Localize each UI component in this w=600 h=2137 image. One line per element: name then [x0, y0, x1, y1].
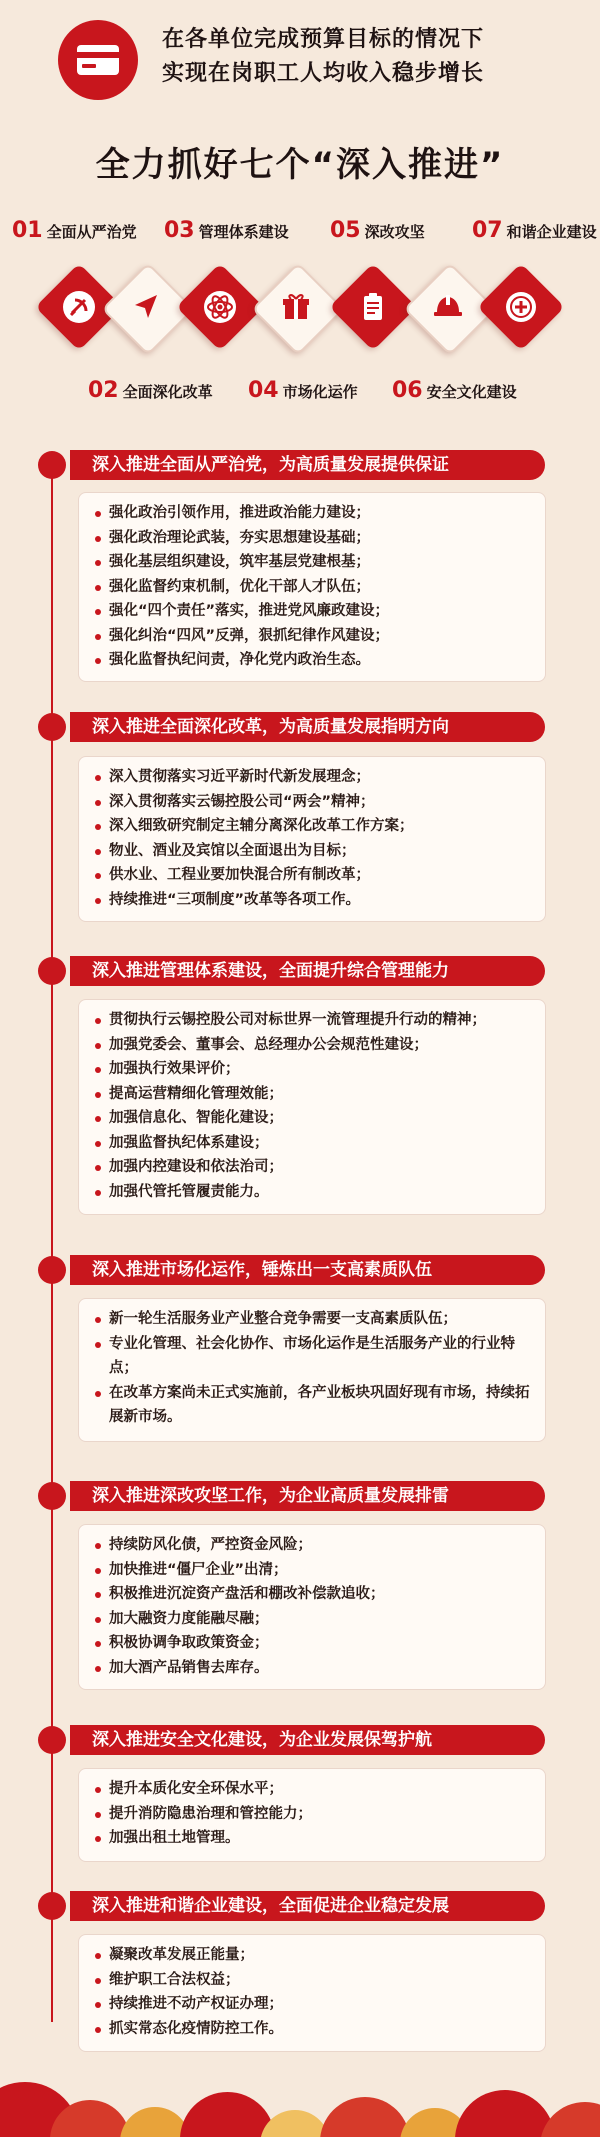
list-item: 持续推进不动产权证办理；	[95, 1992, 531, 2017]
footer-clouds	[0, 2062, 600, 2137]
card-icon	[58, 20, 138, 100]
section-marker	[38, 957, 66, 985]
list-item: 强化政治理论武装，夯实思想建设基础；	[95, 526, 531, 551]
list-item: 物业、酒业及宾馆以全面退出为目标；	[95, 839, 531, 864]
union-badge-icon	[497, 283, 545, 331]
list-item: 深入贯彻落实习近平新时代新发展理念；	[95, 765, 531, 790]
list-item: 积极协调争取政策资金；	[95, 1631, 531, 1656]
section-title: 深入推进管理体系建设，全面提升综合管理能力	[70, 956, 545, 986]
list-item: 深入贯彻落实云锡控股公司“两会”精神；	[95, 790, 531, 815]
section-box	[78, 1768, 546, 1862]
section-marker	[38, 1482, 66, 1510]
list-item: 持续防风化债，严控资金风险；	[95, 1533, 531, 1558]
list-item: 强化政治引领作用，推进政治能力建设；	[95, 501, 531, 526]
list-item: 加强出租土地管理。	[95, 1826, 531, 1851]
list-item: 提升消防隐患治理和管控能力；	[95, 1802, 531, 1827]
pillar-label-01: 01 全面从严治党	[12, 218, 137, 243]
list-item: 维护职工合法权益；	[95, 1968, 531, 1993]
list-item: 供水业、工程业要加快混合所有制改革；	[95, 863, 531, 888]
safety-helmet-icon	[424, 283, 472, 331]
navigation-arrow-icon	[122, 283, 170, 331]
list-item: 加强信息化、智能化建设；	[95, 1106, 531, 1131]
section-title: 深入推进全面从严治党，为高质量发展提供保证	[70, 450, 545, 480]
list-item: 提高运营精细化管理效能；	[95, 1082, 531, 1107]
list-item: 凝聚改革发展正能量；	[95, 1943, 531, 1968]
list-item: 抓实常态化疫情防控工作。	[95, 2017, 531, 2042]
section-marker	[38, 1892, 66, 1920]
pillar-label-03: 03 管理体系建设	[164, 218, 289, 243]
list-item: 积极推进沉淀资产盘活和棚改补偿款追收；	[95, 1582, 531, 1607]
section-marker	[38, 1726, 66, 1754]
list-item: 提升本质化安全环保水平；	[95, 1777, 531, 1802]
list-item: 强化纠治“四风”反弹，狠抓纪律作风建设；	[95, 624, 531, 649]
list-item: 专业化管理、社会化协作、市场化运作是生活服务产业的行业特点；	[95, 1332, 531, 1381]
header-line-2: 实现在岗职工人均收入稳步增长	[162, 61, 485, 86]
list-item: 新一轮生活服务业产业整合竞争需要一支高素质队伍；	[95, 1307, 531, 1332]
list-item: 加强内控建设和依法治司；	[95, 1155, 531, 1180]
section-box	[78, 1298, 546, 1442]
list-item: 加强代管托管履责能力。	[95, 1180, 531, 1205]
list-item: 贯彻执行云锡控股公司对标世界一流管理提升行动的精神；	[95, 1008, 531, 1033]
list-item: 强化“四个责任”落实，推进党风廉政建设；	[95, 599, 531, 624]
list-item: 强化监督约束机制，优化干部人才队伍；	[95, 575, 531, 600]
list-item: 加强党委会、董事会、总经理办公会规范性建设；	[95, 1033, 531, 1058]
section-box	[78, 1934, 546, 2052]
list-item: 强化基层组织建设，筑牢基层党建根基；	[95, 550, 531, 575]
list-item: 持续推进“三项制度”改革等各项工作。	[95, 888, 531, 913]
atom-icon	[196, 283, 244, 331]
list-item: 加快推进“僵尸企业”出清；	[95, 1558, 531, 1583]
list-item: 在改革方案尚未正式实施前，各产业板块巩固好现有市场，持续拓展新市场。	[95, 1381, 531, 1430]
list-item: 加大融资力度能融尽融；	[95, 1607, 531, 1632]
pillar-label-02: 02 全面深化改革	[88, 378, 213, 403]
section-title: 深入推进安全文化建设，为企业发展保驾护航	[70, 1725, 545, 1755]
pillar-label-06: 06 安全文化建设	[392, 378, 517, 403]
pillar-label-04: 04 市场化运作	[248, 378, 358, 403]
list-item: 加强执行效果评价；	[95, 1057, 531, 1082]
section-box	[78, 999, 546, 1215]
timeline-line	[51, 462, 53, 2022]
gift-box-icon	[272, 283, 320, 331]
section-marker	[38, 451, 66, 479]
section-title: 深入推进深改攻坚工作，为企业高质量发展排雷	[70, 1481, 545, 1511]
list-item: 深入细致研究制定主辅分离深化改革工作方案；	[95, 814, 531, 839]
section-box	[78, 492, 546, 682]
clipboard-icon	[349, 283, 397, 331]
main-title: 全力抓好七个“深入推进”	[95, 145, 505, 185]
list-item: 加强监督执纪体系建设；	[95, 1131, 531, 1156]
section-box	[78, 1524, 546, 1690]
header-line-1: 在各单位完成预算目标的情况下	[162, 27, 485, 52]
section-marker	[38, 713, 66, 741]
header	[0, 0, 600, 110]
party-emblem-icon	[55, 283, 103, 331]
list-item: 强化监督执纪问责，净化党内政治生态。	[95, 648, 531, 673]
section-marker	[38, 1256, 66, 1284]
list-item: 加大酒产品销售去库存。	[95, 1656, 531, 1681]
section-title: 深入推进和谐企业建设，全面促进企业稳定发展	[70, 1891, 545, 1921]
pillar-label-05: 05 深改攻坚	[330, 218, 425, 243]
section-title: 深入推进市场化运作，锤炼出一支高素质队伍	[70, 1255, 545, 1285]
pillar-label-07: 07 和谐企业建设	[472, 218, 597, 243]
section-title: 深入推进全面深化改革，为高质量发展指明方向	[70, 712, 545, 742]
section-box	[78, 756, 546, 922]
